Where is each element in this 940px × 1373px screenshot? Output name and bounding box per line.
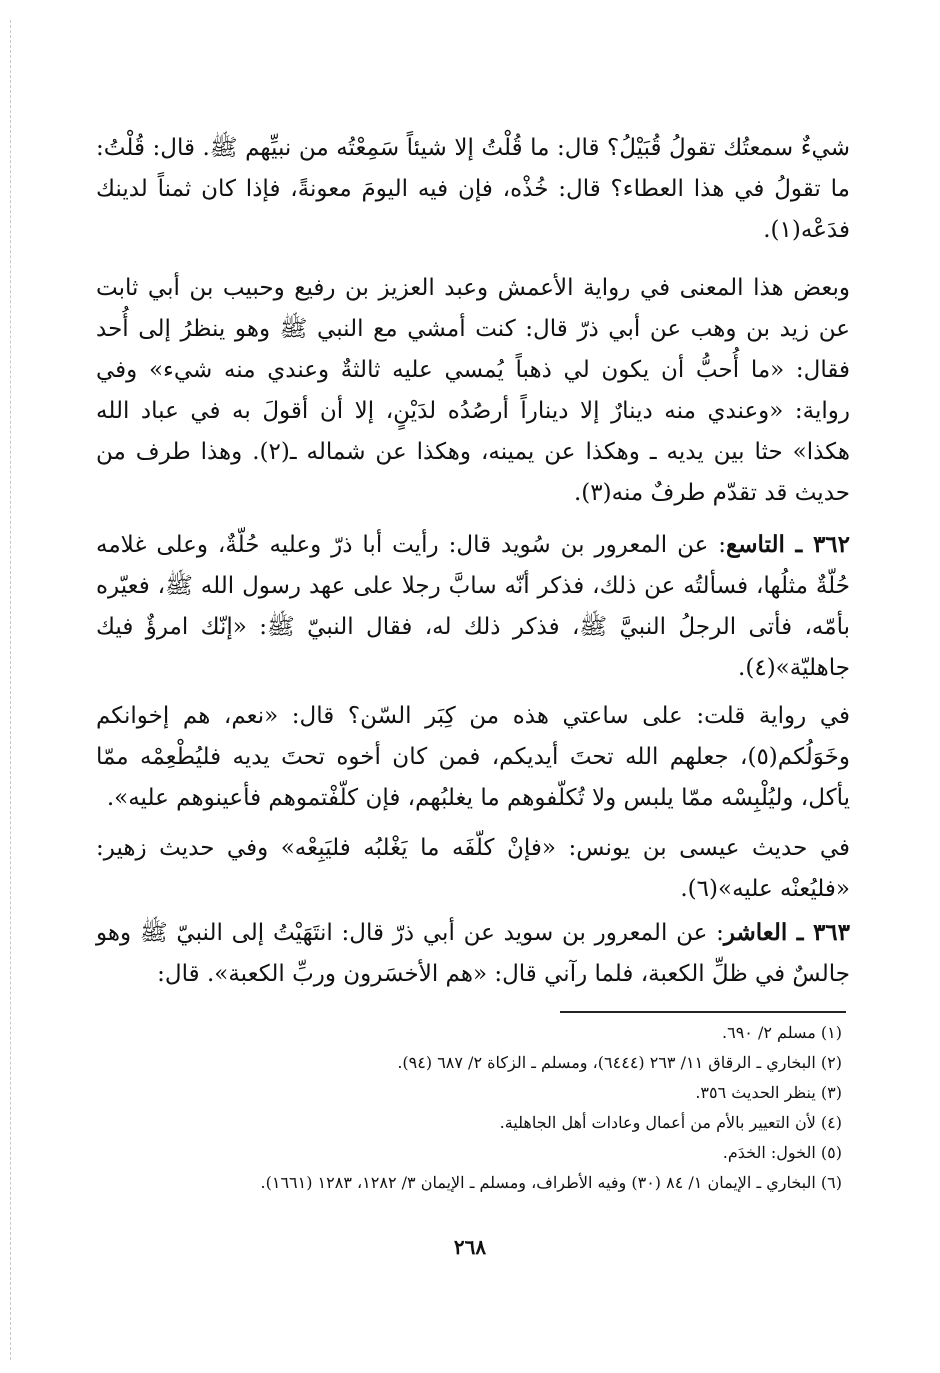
hadith-363-paragraph: [96, 912, 850, 995]
footnotes: [96, 1018, 842, 1198]
paragraph-1: [96, 128, 850, 251]
paragraph-4: [96, 696, 850, 819]
footnote-separator: [560, 1011, 846, 1013]
hadith-362-text: : عن المعرور بن سُويد قال: رأيت أبا ذرّ وعليه حُلّةٌ، وعلى غلامه حُلّةٌ مثلُها، فسألتُه عن ذلك، فذكر أنّه سابَّ رجلا على عهد رسول الله ﷺ، فعيّره بأمّه، فأتى الرجلُ النبيَّ ﷺ، فذكر ذلك له، فقال النبيّ ﷺ: «إنّك امرؤٌ فيك جاهليّة»(٤).: [96, 532, 850, 681]
footnote-1: (١) مسلم ٢/ ٦٩٠.: [722, 1023, 842, 1042]
hadith-number-362: ٣٦٢ ـ التاسع: [726, 531, 851, 558]
paragraph-1-text: شيءٌ سمعتُك تقولُ قُبَيْلُ؟ قال: ما قُلْتُ إلا شيئاً سَمِعْتُه من نبيِّهم ﷺ. قال: قُلْتُ: ما تقولُ في هذا العطاء؟ قال: خُذْه، فإن فيه اليومَ معونةً، فإذا كان ثمناً لدينك فدَعْه(١).: [96, 135, 850, 243]
footnote-6: (٦) البخاري ـ الإيمان ١/ ٨٤ (٣٠) وفيه الأطراف، ومسلم ـ الإيمان ٣/ ١٢٨٢، ١٢٨٣ (١٦٦١).: [260, 1173, 842, 1192]
hadith-number-363: ٣٦٣ ـ العاشر: [723, 919, 850, 946]
hadith-363-text: : عن المعرور بن سويد عن أبي ذرّ قال: انتَهَيْتُ إلى النبيّ ﷺ وهو جالسٌ في ظلِّ الكعبة، فلما رآني قال: «هم الأخسَرون وربِّ الكعبة». قال:: [96, 920, 850, 987]
paragraph-2: [96, 268, 850, 514]
hadith-362: [96, 524, 850, 689]
footnote-2: (٢) البخاري ـ الرقاق ١١/ ٢٦٣ (٦٤٤٤)، ومسلم ـ الزكاة ٢/ ٦٨٧ (٩٤).: [397, 1053, 842, 1072]
paragraph-5: [96, 828, 850, 910]
paragraph-4-text: في رواية قلت: على ساعتي هذه من كِبَر السّن؟ قال: «نعم، هم إخوانكم وخَوَلُكم(٥)، جعلهم الله تحتَ أيديكم، فمن كان أخوه تحتَ يديه فليُطْعِمْه ممّا يأكل، وليُلْبِسْه ممّا يلبس ولا تُكلّفوهم ما يغلبُهم، فإن كلّفْتموهم فأعينوهم عليه».: [96, 703, 850, 811]
scan-edge-dotted-line: [10, 20, 11, 1360]
paragraph-5-text: في حديث عيسى بن يونس: «فإنْ كلّفَه ما يَغْلبُه فليَبِعْه» وفي حديث زهير: «فليُعنْه عليه»(٦).: [96, 835, 850, 902]
footnote-5: (٥) الخول: الخدَم.: [722, 1143, 842, 1162]
paragraph-2-text: وبعض هذا المعنى في رواية الأعمش وعبد العزيز بن رفيع وحبيب بن أبي ثابت عن زيد بن وهب عن أبي ذرّ قال: كنت أمشي مع النبي ﷺ وهو ينظرُ إلى أُحد فقال: «ما أُحبُّ أن يكون لي ذهباً يُمسي عليه ثالثةٌ وعندي منه شيء» وفي رواية: «وعندي منه دينارٌ إلا ديناراً أرصُدُه لدَيْنٍ، إلا أن أقولَ به في عباد الله هكذا» حثا بين يديه ـ وهكذا عن يمينه، وهكذا عن شماله ـ(٢). وهذا طرف من حديث قد تقدّم طرفٌ منه(٣).: [96, 275, 850, 506]
page-number: ٢٦٨: [453, 1235, 487, 1259]
footnote-3: (٣) ينظر الحديث ٣٥٦.: [695, 1083, 842, 1102]
footnote-4: (٤) لأن التعيير بالأم من أعمال وعادات أهل الجاهلية.: [499, 1113, 842, 1132]
hadith-362-paragraph: [96, 524, 850, 689]
hadith-363: [96, 912, 850, 995]
